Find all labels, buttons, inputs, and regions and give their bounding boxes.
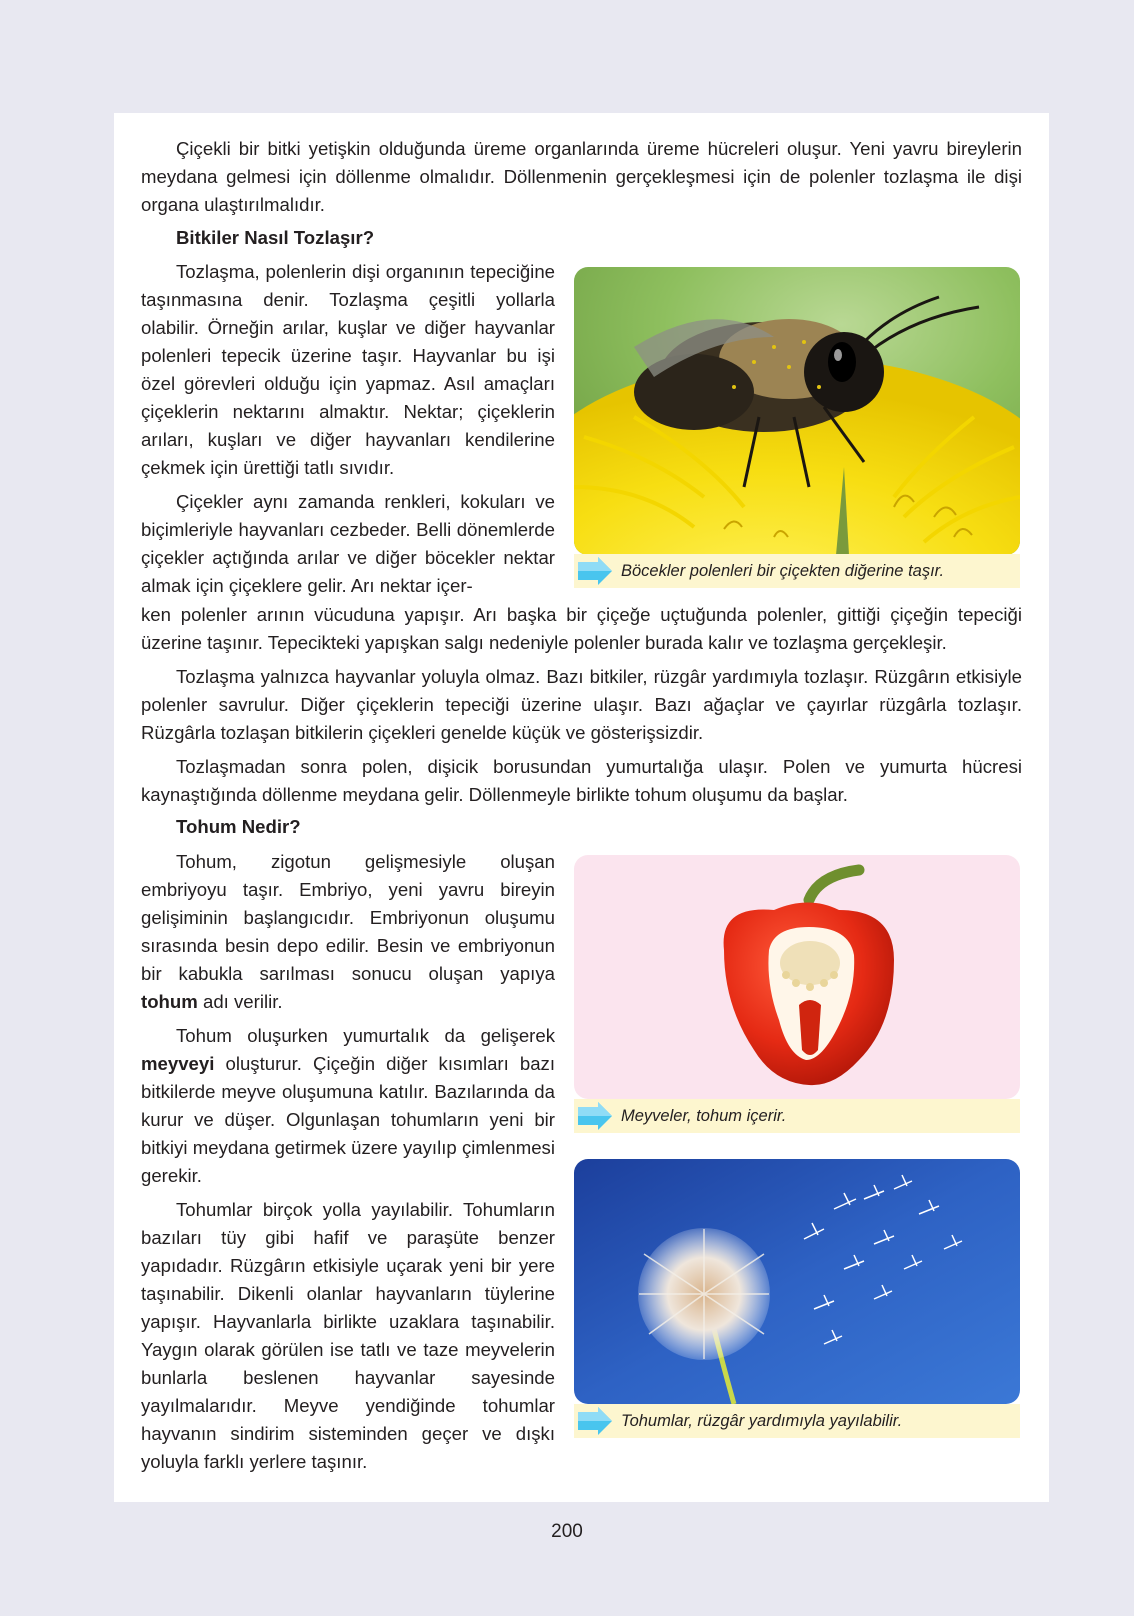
arrow-right-icon bbox=[574, 1102, 614, 1130]
pollination-paragraph-1: Tozlaşma, polenlerin dişi organının tepeciğine taşınmasına denir. Tozlaşma çeşitli yollarla olabilir. Örneğin arılar, kuşlar ve diğer hayvanlar polenleri tepecik üzerine taşır. Hayvanlar bu işi özel görevleri olduğu için yapmaz. Asıl amaçları çiçeklerin nektarını almaktır. Nektar; çiçeklerin arıları, kuşları ve diğer hayvanları kendilerine çekmek için ürettiği tatlı sıvıdır. bbox=[141, 261, 555, 478]
page bbox=[114, 113, 1049, 1502]
dandelion-caption bbox=[574, 1404, 1020, 1438]
seed-paragraph-2: Tohum oluşurken yumurtalık da gelişerek meyveyi oluşturur. Çiçeğin diğer kısımları bazı bitkilerde meyve oluşumuna katılır. Bazılarında da kurur ve düşer. Olgunlaşan tohumların yeni bir bitkiyi meydana getirmek üzere yayılıp çimlenmesi gerekir. bbox=[141, 1025, 555, 1186]
pepper-caption-text: Meyveler, tohum içerir. bbox=[621, 1107, 787, 1125]
heading-pollination: Bitkiler Nasıl Tozlaşır? bbox=[176, 227, 375, 248]
dandelion-caption-text: Tohumlar, rüzgâr yardımıyla yayılabilir. bbox=[621, 1412, 903, 1430]
term-tohum: tohum bbox=[141, 991, 198, 1012]
intro-text: Çiçekli bir bitki yetişkin olduğunda üreme organlarında üreme hücreleri oluşur. Yeni yavru bireylerin meydana gelmesi için döllenme olmalıdır. Döllenmenin gerçekleşmesi için de polenler tozlaşma ile dişi organa ulaştırılmalıdır. bbox=[141, 138, 1022, 215]
seed-paragraph-1: Tohum, zigotun gelişmesiyle oluşan embriyoyu taşır. Embriyo, yeni yavru bireyin gelişiminin başlangıcıdır. Embriyonun oluşumu sırasında besin depo edilir. Besin ve embriyonun bir kabukla sarılması sonucu oluşan yapıya tohum adı verilir. bbox=[141, 851, 555, 1012]
pollination-continued bbox=[141, 601, 1022, 809]
pollination-paragraph-2b: ken polenler arının vücuduna yapışır. Arı başka bir çiçeğe uçtuğunda polenler, gittiği çiçeğin tepeciği üzerine taşınır. Tepecikteki yapışkan salgı nedeniyle polenler burada kalır ve tozlaşma gerçekleşir. bbox=[141, 604, 1022, 653]
seed-paragraph-3: Tohumlar birçok yolla yayılabilir. Tohumların bazıları tüy gibi hafif ve paraşüte benzer yapıdadır. Rüzgârın etkisiyle uçarak yeni bir yere taşınabilir. Dikenli olanlar hayvanların tüylerine yapışır. Hayvanlarla birlikte uzaklara taşınabilir. Yaygın olarak görülen ise tatlı ve taze meyvelerin bunlarla beslenen hayvanlar sayesinde yayılmalarıdır. Meyve yendiğinde tohumlar hayvanın sindirim sisteminden geçer ve dışkı yoluyla farklı yerlere taşınır. bbox=[141, 1199, 555, 1472]
page-number: 200 bbox=[551, 1521, 583, 1542]
pepper-photo bbox=[574, 855, 1020, 1099]
pollination-paragraph-4: Tozlaşmadan sonra polen, dişicik borusundan yumurtalığa ulaşır. Polen ve yumurta hücresi kaynaştığında döllenme meydana gelir. Döllenmeyle birlikte tohum oluşumu da başlar. bbox=[141, 756, 1022, 805]
bee-on-flower-photo bbox=[574, 267, 1020, 555]
pollination-paragraph-3: Tozlaşma yalnızca hayvanlar yoluyla olmaz. Bazı bitkiler, rüzgâr yardımıyla tozlaşır. Rüzgârın etkisiyle polenler savrulur. Diğer çiçeklerin tepeciği üzerine ulaşır. Bazı ağaçlar ve çayırlar rüzgârla tozlaşır. Rüzgârla tozlaşan bitkilerin çiçekleri genelde küçük ve gösterişsizdir. bbox=[141, 666, 1022, 743]
pollination-paragraph-2a: Çiçekler aynı zamanda renkleri, kokuları ve biçimleriyle hayvanları cezbeder. Belli dönemlerde çiçekler açtığında arılar ve diğer böcekler nektar almak için çiçeklere gelir. Arı nektar içer- bbox=[141, 491, 555, 596]
pepper-illustration bbox=[574, 855, 1020, 1099]
intro-paragraph bbox=[141, 135, 1022, 219]
bee-illustration bbox=[574, 267, 1020, 555]
arrow-right-icon bbox=[574, 1407, 614, 1435]
seed-column bbox=[141, 848, 555, 1476]
dandelion-illustration bbox=[574, 1159, 1020, 1404]
arrow-right-icon bbox=[574, 557, 614, 585]
heading-seed: Tohum Nedir? bbox=[176, 816, 301, 837]
pollination-column bbox=[141, 258, 555, 600]
bee-caption bbox=[574, 554, 1020, 588]
dandelion-photo bbox=[574, 1159, 1020, 1404]
bee-caption-text: Böcekler polenleri bir çiçekten diğerine taşır. bbox=[621, 562, 945, 580]
pepper-caption bbox=[574, 1099, 1020, 1133]
term-meyveyi: meyveyi bbox=[141, 1053, 215, 1074]
